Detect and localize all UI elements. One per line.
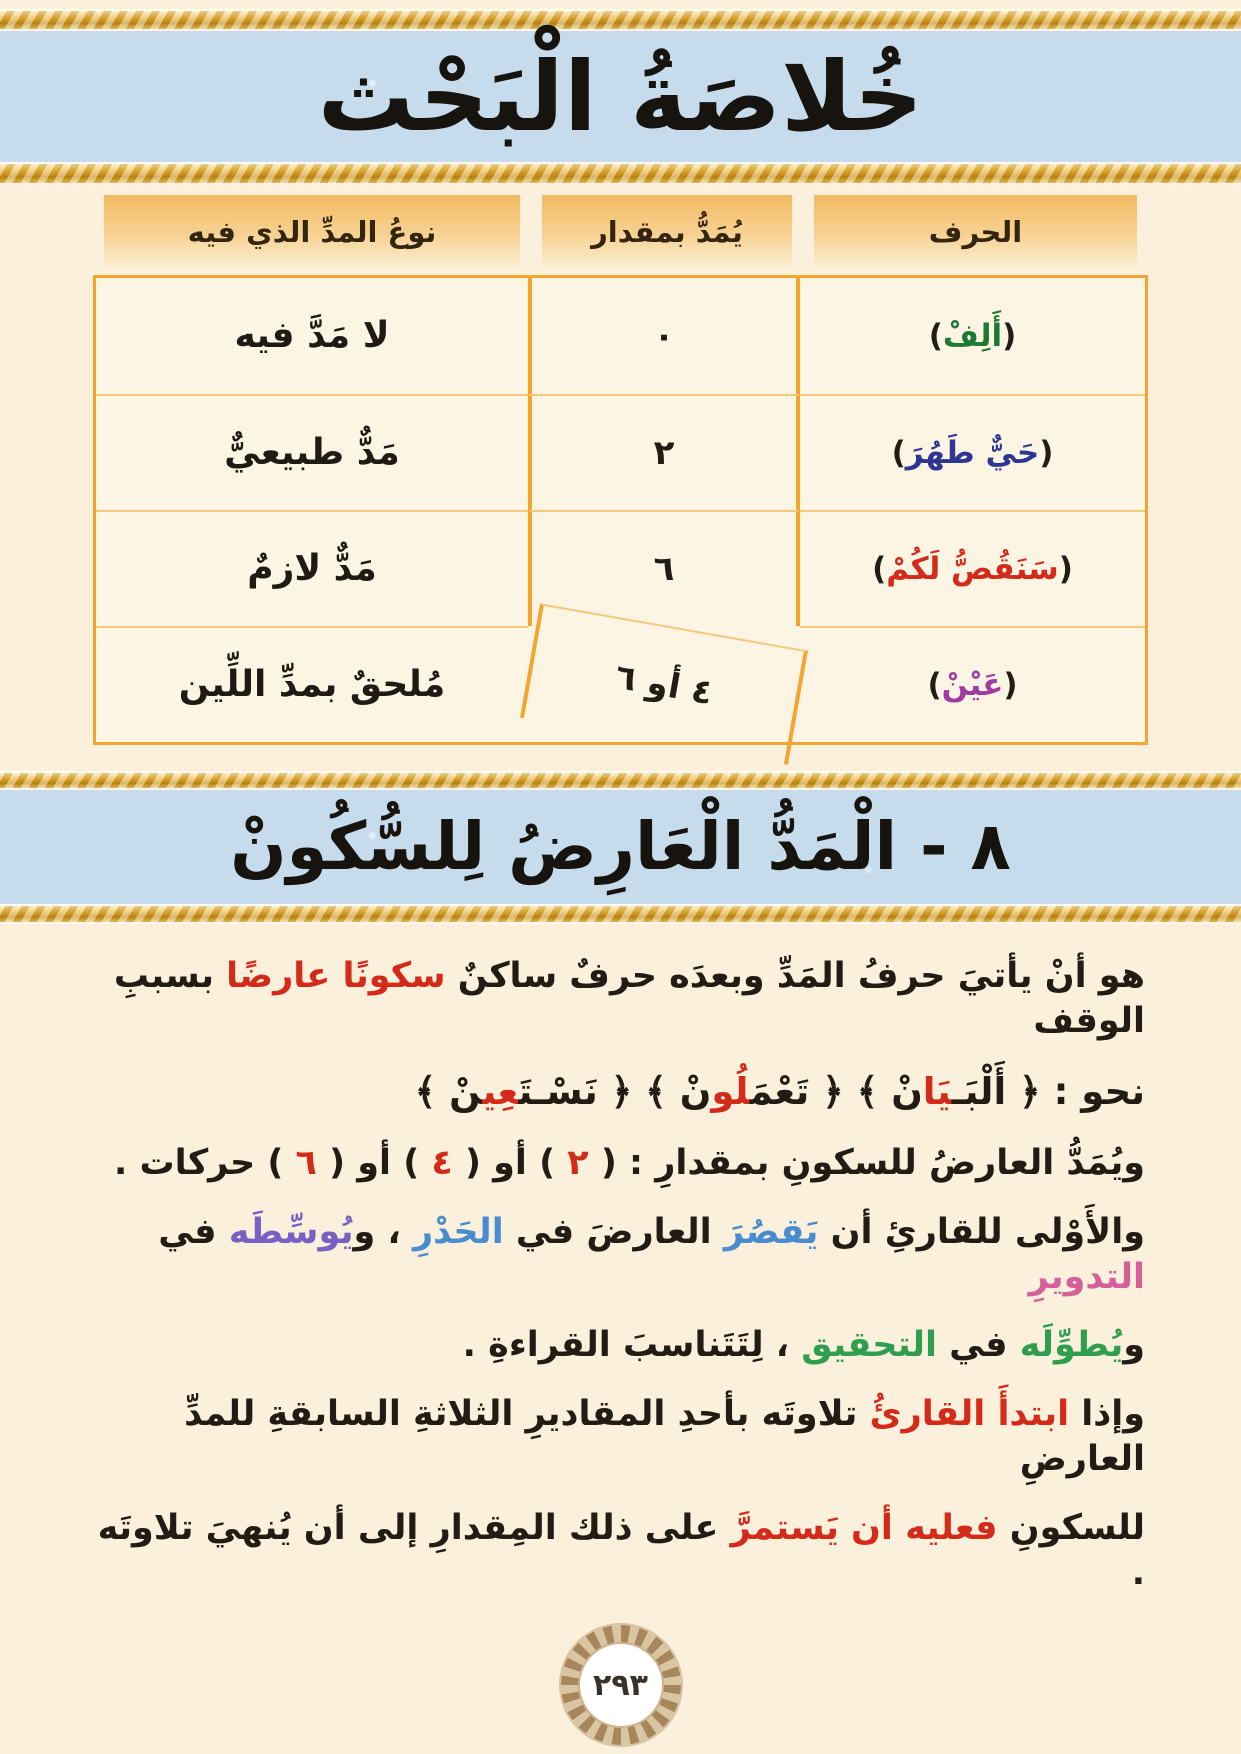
gold-border-section-bottom (0, 904, 1241, 924)
table-row-4-type: مُلحقٌ بمدِّ اللِّين (96, 626, 528, 742)
table-row-2-amount: ٢ (528, 394, 800, 510)
table-header-amount: يُمَدُّ بمقدار (542, 195, 792, 269)
body-line-preference-2: ويُطوِّلَه في التحقيق ، لِتَتَناسبَ القراءةِ . (462, 1325, 1145, 1366)
banner-arid-sukoon (0, 790, 1241, 904)
page-number-medallion (561, 1625, 681, 1745)
body-line-definition: هو أنْ يأتيَ حرفُ المَدِّ وبعدَه حرفٌ ساكنٌ سكونًا عارضًا بسببِ الوقف (113, 956, 1145, 1041)
table-row-4-letter: ( عَيْنْ ) (800, 626, 1145, 742)
table-row-4-amount: ٤ أو ٦ (520, 603, 808, 764)
body-line-preference-1: والأَوْلى للقارئِ أن يَقصُرَ العارضَ في الحَدْرِ ، ويُوسِّطَه في التدويرِ (158, 1211, 1145, 1297)
table-row-1-letter: ( أَلِفْ ) (928, 317, 1017, 354)
gold-border-under-banner (0, 162, 1241, 185)
body-line-amounts: ويُمَدُّ العارضُ للسكونِ بمقدارِ : ( ٢ ) أو ( ٤ ) أو ( ٦ ) حركات . (114, 1143, 1145, 1184)
table-header-letter: الحرف (814, 195, 1137, 269)
table-row-3-letter: ( سَنَقُصُّ لَكُمْ ) (800, 510, 1145, 626)
gold-border-top (0, 9, 1241, 32)
table-row-1-type: لا مَدَّ فيه (234, 315, 390, 357)
section-gap (0, 745, 1241, 771)
bottom-margin (0, 1745, 1241, 1754)
table-row-1-amount: ٠ (528, 278, 800, 394)
summary-table-body (93, 275, 1148, 745)
page-number-area (0, 1619, 1241, 1745)
banner-summary (0, 31, 1241, 162)
page-title-calligraphy: خُلاصَةُ الْبَحْث (317, 40, 924, 153)
summary-table (0, 185, 1241, 745)
top-margin (0, 0, 1241, 9)
gold-border-section-top (0, 771, 1241, 791)
page-number: ٢٩٣ (578, 1642, 664, 1728)
section-title-calligraphy: ٨ - الْمَدُّ الْعَارِضُ لِلسُّكُونْ (230, 808, 1011, 886)
body-line-rule-1: وإذا ابتدأَ القارئُ تلاوتَه بأحدِ المقاديرِ الثلاثةِ السابقةِ للمدِّ العارضِ (184, 1394, 1145, 1480)
lesson-text (0, 924, 1241, 1619)
body-line-examples: نحو : ﴿ أَلْبَـيَانْ ﴾ ﴿ تَعْمَلُونْ ﴾ ﴿ نَسْـتَعِينْ ﴾ (414, 1069, 1145, 1113)
table-row-3-amount: ٦ (528, 510, 800, 626)
table-row-2-letter: ( حَيٌّ طَهُرَ ) (800, 394, 1145, 510)
summary-table-header-row (93, 195, 1148, 269)
table-row-3-type: مَدٌّ لازمٌ (96, 510, 528, 626)
body-line-rule-2: للسكونِ فعليه أن يَستمرَّ على ذلك المِقدارِ إلى أن يُنهيَ تلاوتَه . (97, 1507, 1145, 1593)
table-header-type: نوعُ المدِّ الذي فيه (104, 195, 520, 269)
table-row-2-type: مَدٌّ طبيعيٌّ (96, 394, 528, 510)
